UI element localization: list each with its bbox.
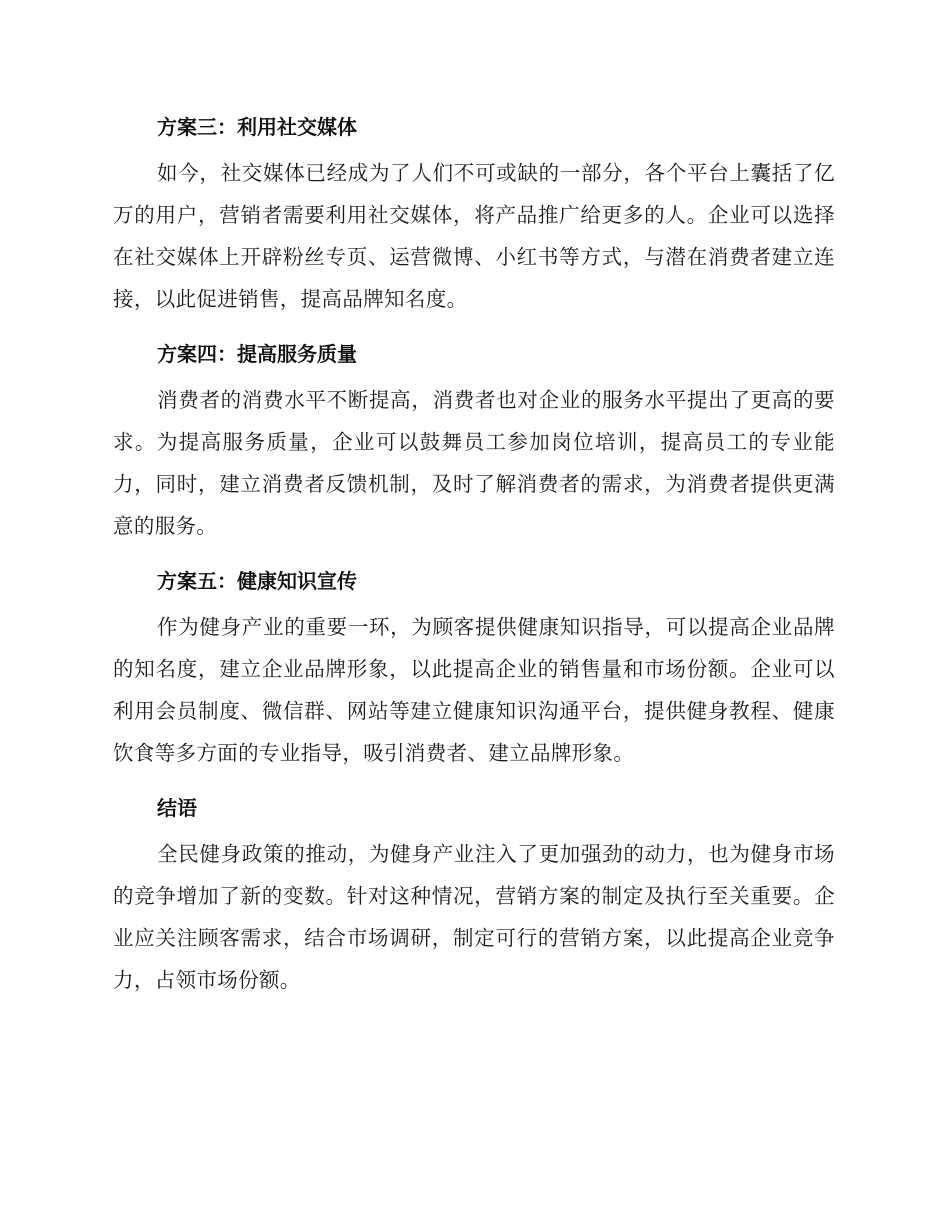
section-heading-plan-four: 方案四：提高服务质量 bbox=[157, 342, 357, 366]
section-heading-plan-five: 方案五：健康知识宣传 bbox=[157, 569, 357, 593]
section-paragraph-plan-five: 作为健身产业的重要一环，为顾客提供健康知识指导，可以提高企业品牌的知名度，建立企业品牌形象，以此提高企业的销售量和市场份额。企业可以利用会员制度、微信群、网站等建立健康知识沟通平台，提供健身教程、健康饮食等多方面的专业指导，吸引消费者、建立品牌形象。 bbox=[113, 615, 835, 765]
document-body bbox=[113, 108, 835, 1001]
section-heading-plan-three: 方案三：利用社交媒体 bbox=[157, 115, 357, 139]
section-heading-conclusion: 结语 bbox=[157, 796, 197, 820]
section-paragraph-conclusion: 全民健身政策的推动，为健身产业注入了更加强劲的动力，也为健身市场的竞争增加了新的变数。针对这种情况，营销方案的制定及执行至关重要。企业应关注顾客需求，结合市场调研，制定可行的营销方案，以此提高企业竞争力，占领市场份额。 bbox=[113, 842, 835, 992]
section-paragraph-plan-four: 消费者的消费水平不断提高，消费者也对企业的服务水平提出了更高的要求。为提高服务质量，企业可以鼓舞员工参加岗位培训，提高员工的专业能力，同时，建立消费者反馈机制，及时了解消费者的需求，为消费者提供更满意的服务。 bbox=[113, 388, 835, 538]
section-paragraph-plan-three: 如今，社交媒体已经成为了人们不可或缺的一部分，各个平台上囊括了亿万的用户，营销者需要利用社交媒体，将产品推广给更多的人。企业可以选择在社交媒体上开辟粉丝专页、运营微博、小红书等方式，与潜在消费者建立连接，以此促进销售，提高品牌知名度。 bbox=[113, 161, 835, 311]
